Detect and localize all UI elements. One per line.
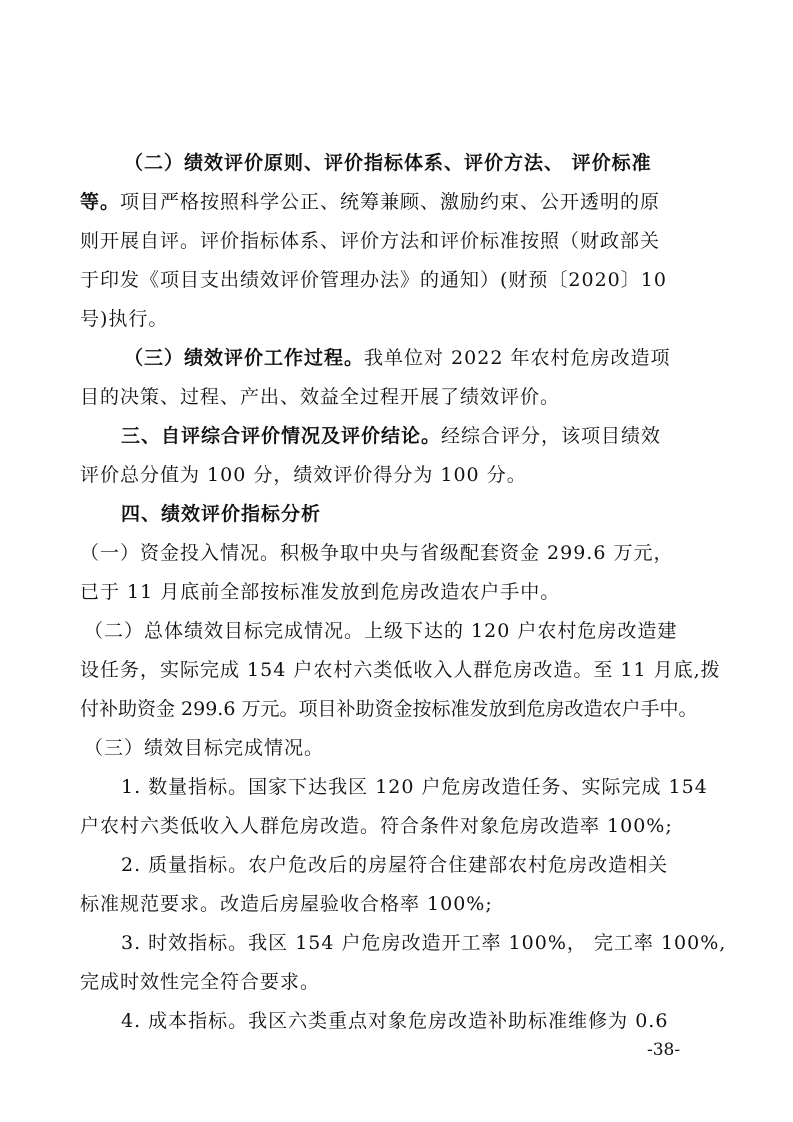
paragraph-line: 1. 数量指标。国家下达我区 120 户危房改造任务、实际完成 154 [121,776,708,798]
section-heading-self-evaluation: 三、自评综合评价情况及评价结论。经综合评分，该项目绩效 [121,425,662,447]
paragraph-line: （二）总体绩效目标完成情况。上级下达的 120 户农村危房改造建 [84,620,678,642]
paragraph-line: 完成时效性完全符合要求。 [80,971,321,993]
paragraph-line: 于印发《项目支出绩效评价管理办法》的通知）(财预〔2020〕10 [80,269,667,291]
paragraph-line: 付补助资金 299.6 万元。项目补助资金按标准发放到危房改造农户手中。 [80,698,698,720]
paragraph-line: 评价总分值为 100 分，绩效评价得分为 100 分。 [80,464,527,486]
paragraph-line: 则开展自评。评价指标体系、评价方法和评价标准按照（财政部关 [80,230,661,252]
section-heading-indicator-analysis: 四、绩效评价指标分析 [121,503,322,525]
paragraph-line: 标准规范要求。改造后房屋验收合格率 100%; [80,893,493,915]
paragraph-line: 4. 成本指标。我区六类重点对象危房改造补助标准维修为 0.6 [121,1010,669,1032]
paragraph-line: 设任务，实际完成 154 户农村六类低收入人群危房改造。至 11 月底,拨 [80,659,721,681]
paragraph-line: （三）绩效目标完成情况。 [84,737,325,759]
paragraph-line: 已于 11 月底前全部按标准发放到危房改造农户手中。 [80,581,561,603]
paragraph-line: 户农村六类低收入人群危房改造。符合条件对象危房改造率 100%; [80,815,673,837]
section-heading-evaluation-process: （三）绩效评价工作过程。我单位对 2022 年农村危房改造项 [124,347,671,369]
paragraph-line: 2. 质量指标。农户危改后的房屋符合住建部农村危房改造相关 [121,854,669,876]
paragraph-line: 3. 时效指标。我区 154 户危房改造开工率 100%， 完工率 100%, [121,932,727,954]
section-heading-evaluation-principles: （二）绩效评价原则、评价指标体系、评价方法、 评价标准 [124,152,652,174]
paragraph-line: 号)执行。 [80,308,169,330]
paragraph-line: 目的决策、过程、产出、效益全过程开展了绩效评价。 [80,386,561,408]
paragraph-line: 等。项目严格按照科学公正、统筹兼顾、激励约束、公开透明的原 [80,191,661,213]
paragraph-line: （一）资金投入情况。积极争取中央与省级配套资金 299.6 万元， [80,542,674,564]
page-number: -38- [647,1040,681,1060]
